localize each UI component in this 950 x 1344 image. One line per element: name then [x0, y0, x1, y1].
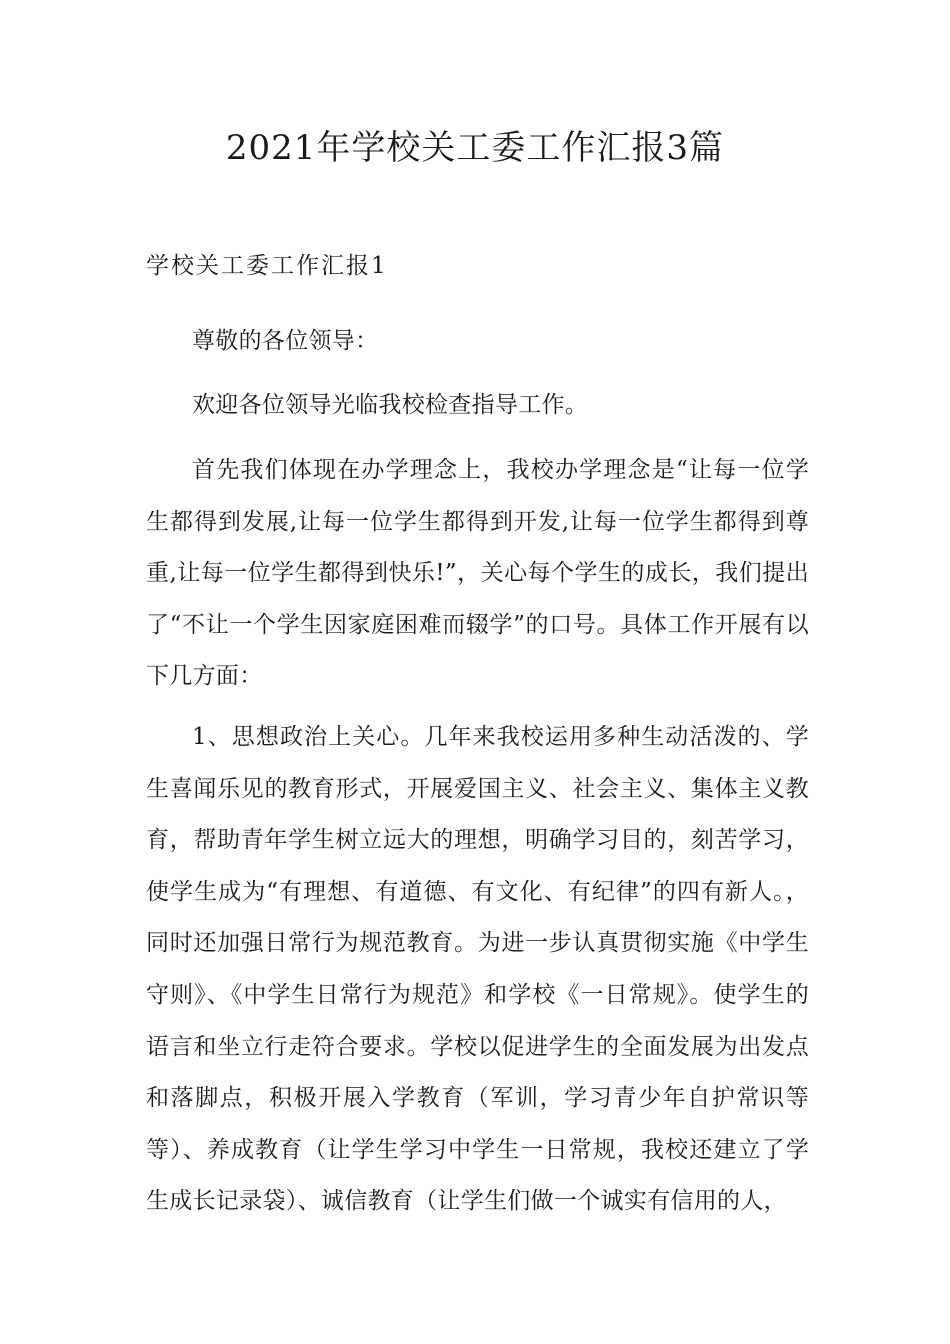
paragraph-item-1: 1、思想政治上关心。几年来我校运用多种生动活泼的、学生喜闻乐见的教育形式，开展爱国主义、社会主义、集体主义教育，帮助青年学生树立远大的理想，明确学习目的，刻苦学习，使学生成为“有理想、有道德、有文化、有纪律”的四有新人。，同时还加强日常行为规范教育。为进一步认真贯彻实施《中学生守则》、《中学生日常行为规范》和学校《一日常规》。使学生的语言和坐立行走符合要求。学校以促进学生的全面发展为出发点和落脚点，积极开展入学教育（军训，学习青少年自护常识等等）、养成教育（让学生学习中学生一日常规，我校还建立了学生成长记录袋）、诚信教育（让学生们做一个诚实有信用的人， — [146, 724, 809, 1215]
paragraph-greeting: 尊敬的各位领导： — [192, 328, 379, 354]
section-heading: 学校关工委工作汇报1 — [146, 253, 388, 279]
document-title: 2021年学校关工委工作汇报3篇 — [225, 128, 725, 168]
paragraph-intro: 首先我们体现在办学理念上，我校办学理念是“让每一位学生都得到发展,让每一位学生都得到开发,让每一位学生都得到尊重,让每一位学生都得到快乐!”，关心每个学生的成长，我们提出了“不让一个学生因家庭困难而辍学”的口号。具体工作开展有以下几方面： — [146, 457, 809, 690]
paragraph-welcome: 欢迎各位领导光临我校检查指导工作。 — [192, 392, 589, 418]
